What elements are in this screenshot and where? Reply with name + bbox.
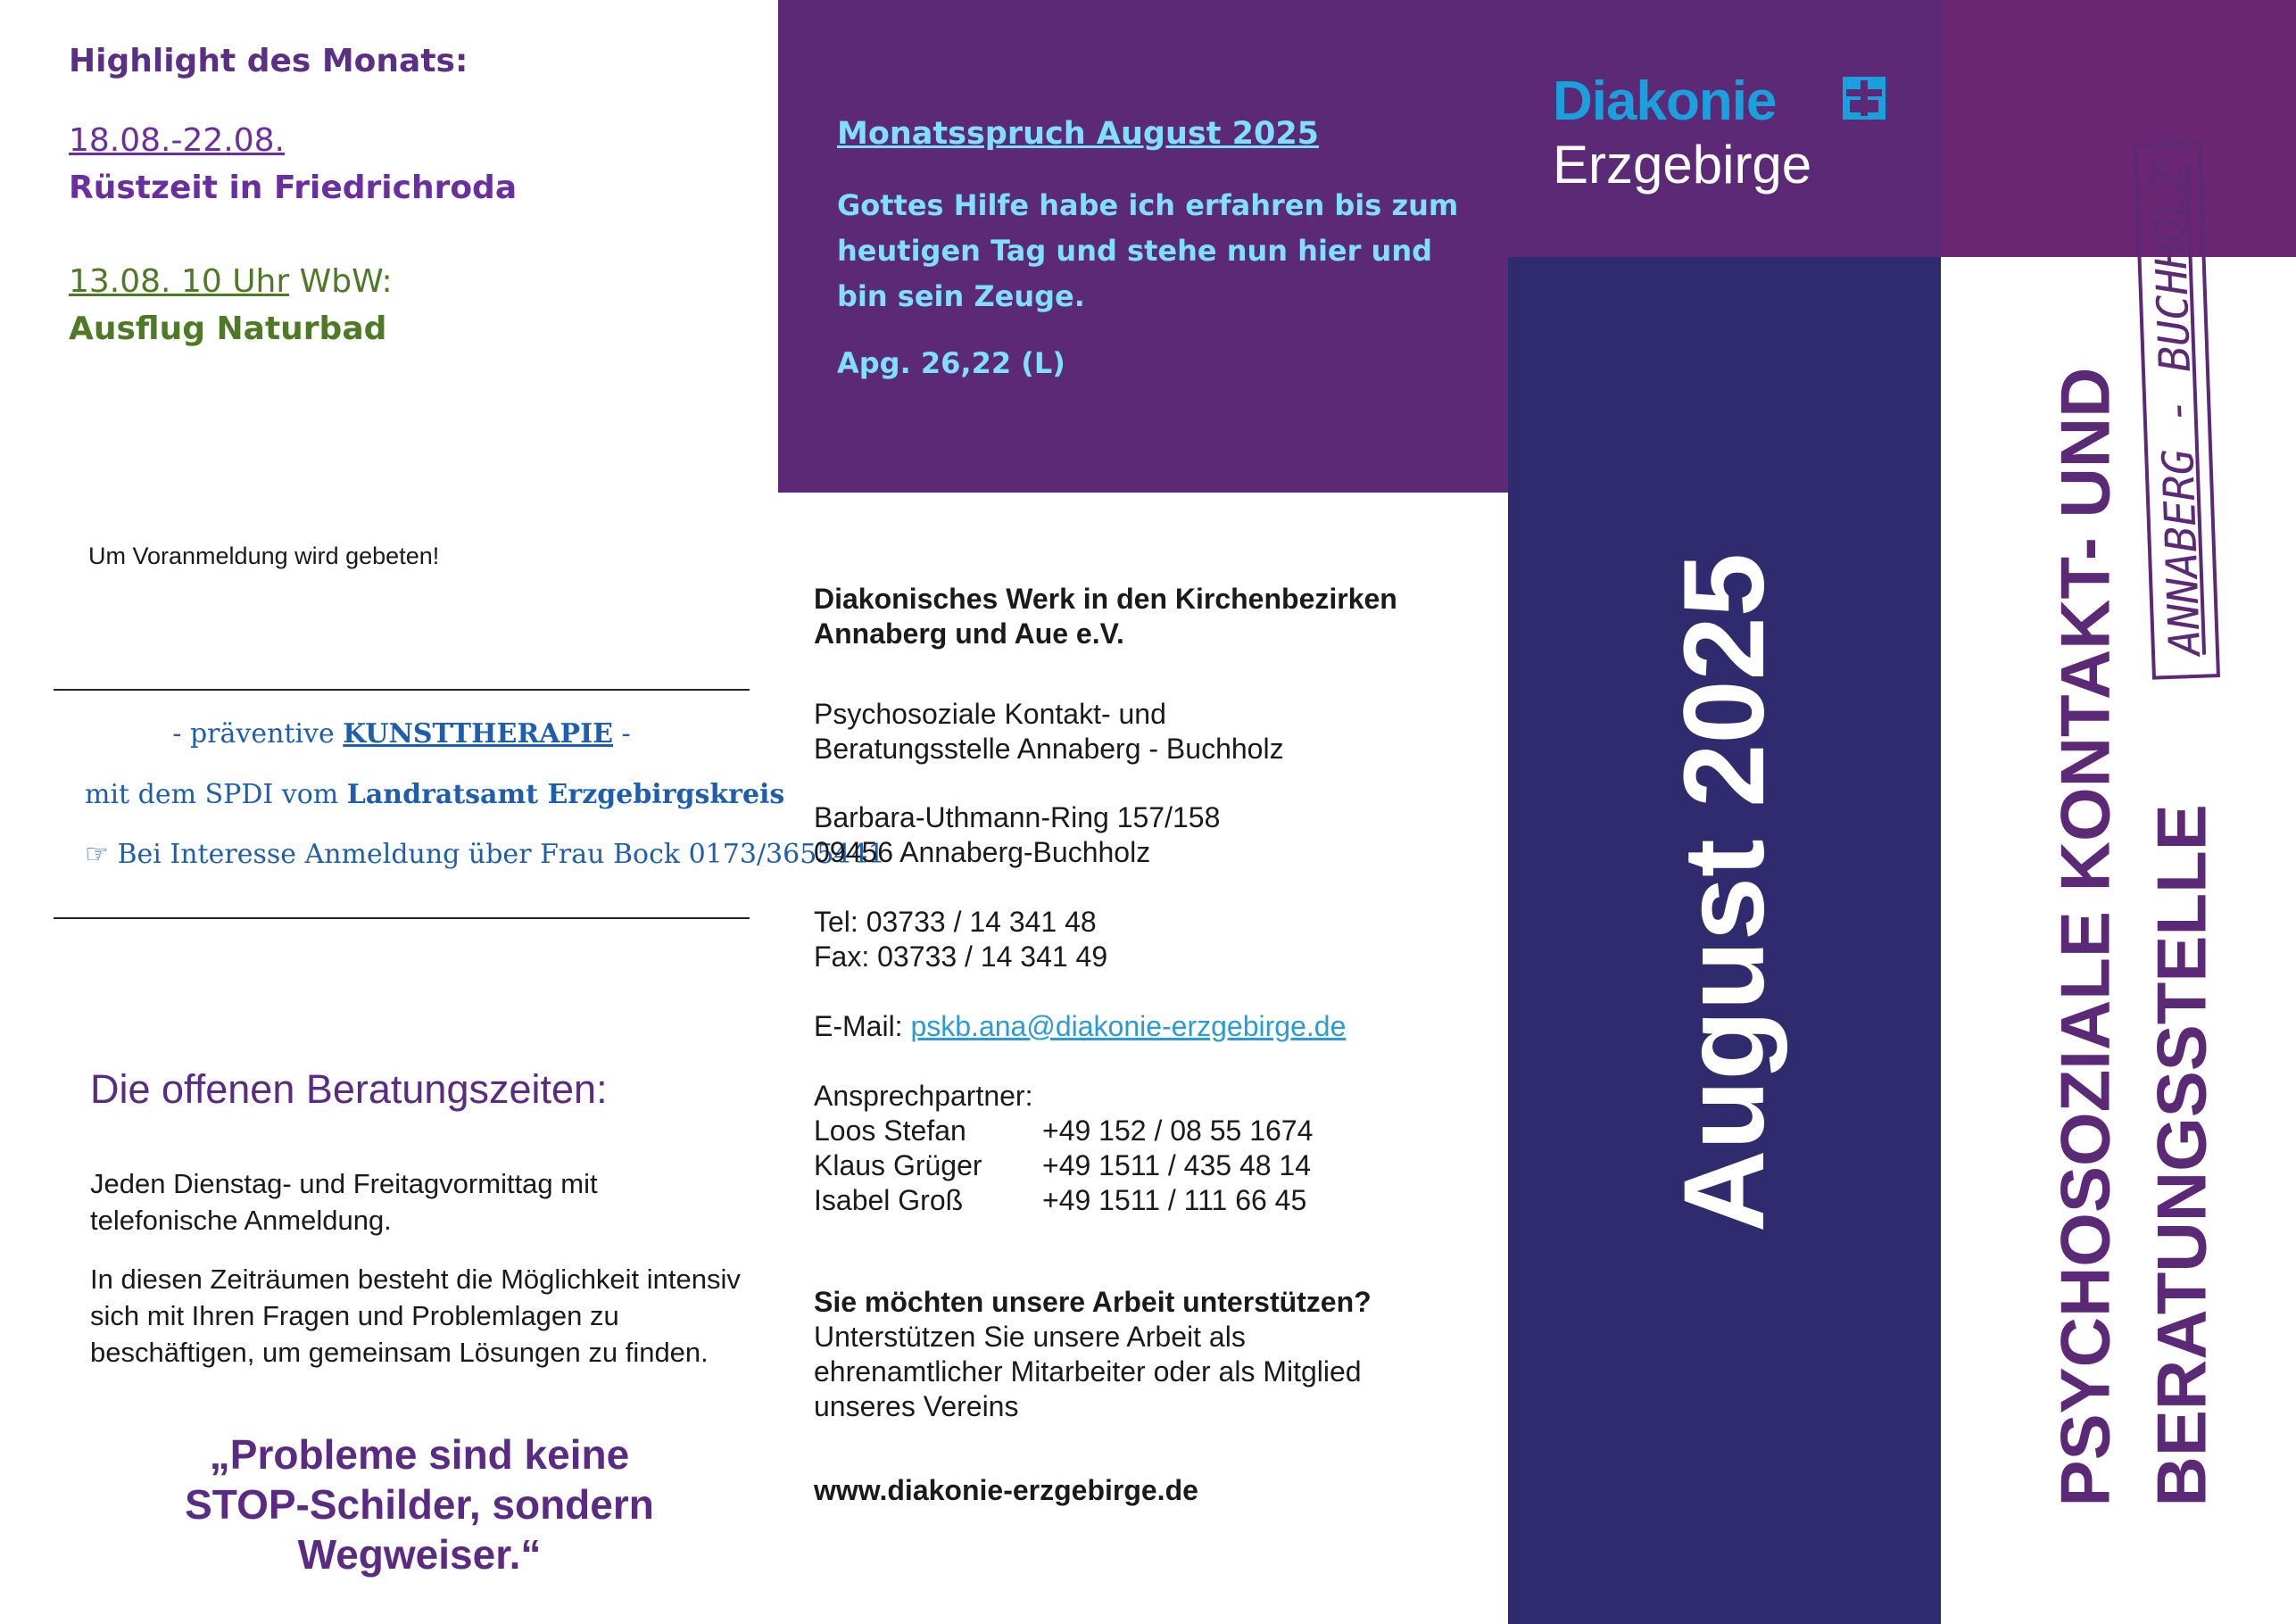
kunsttherapie-line3: [85, 839, 885, 870]
kunst-suffix: -: [613, 718, 631, 750]
contact-person-name: Loos Stefan: [814, 1114, 966, 1147]
contact-person-row: [814, 1148, 1313, 1183]
cover-title-line2: BERATUNGSSTELLE: [2142, 804, 2221, 1507]
pointing-hand-icon: ☞: [85, 839, 109, 870]
support-line1: Unterstützen Sie unsere Arbeit als: [814, 1321, 1246, 1353]
support-question: Sie möchten unsere Arbeit unterstützen?: [814, 1286, 1372, 1318]
support-text: [814, 1320, 1362, 1424]
beratung-paragraph2: In diesen Zeiträumen besteht die Möglichkeit intensiv sich mit Ihren Fragen und Problemlagen zu beschäftigen, um gemeinsam Lösungen zu finden.: [90, 1264, 741, 1368]
quote-line3: Wegweiser.“: [297, 1531, 542, 1578]
email-label: E-Mail:: [814, 1010, 911, 1042]
phone-number: Tel: 03733 / 14 341 48: [814, 906, 1097, 938]
kunst-highlight: KUNSTTHERAPIE: [343, 718, 614, 750]
event1-date: 18.08.-22.08.: [69, 122, 285, 159]
logo-subtitle: Erzgebirge: [1553, 135, 1812, 195]
contact-person-row: [814, 1183, 1313, 1218]
service-line2: Beratungsstelle Annaberg - Buchholz: [814, 733, 1284, 765]
preregistration-note: Um Voranmeldung wird gebeten!: [88, 543, 440, 569]
email-link[interactable]: pskb.ana@diakonie-erzgebirge.de: [910, 1010, 1347, 1042]
contact-person-phone: +49 152 / 08 55 1674: [1042, 1114, 1314, 1147]
diakonie-cross-icon: [1843, 77, 1886, 120]
contact-person-phone: +49 1511 / 111 66 45: [1042, 1184, 1307, 1216]
kunsttherapie-line2: [85, 779, 784, 810]
event2-title: Ausflug Naturbad: [69, 311, 387, 347]
support-line3: unseres Vereins: [814, 1390, 1019, 1422]
quote: [98, 1429, 741, 1579]
email-line: [814, 1009, 1346, 1044]
beratung-paragraph1: Jeden Dienstag- und Freitagvormittag mit telefonische Anmeldung.: [90, 1168, 598, 1236]
website-link[interactable]: www.diakonie-erzgebirge.de: [814, 1474, 1198, 1506]
logo-wordmark: Diakonie: [1553, 70, 1777, 132]
contact-persons-label: Ansprechpartner:: [814, 1080, 1033, 1112]
fax-number: Fax: 03733 / 14 341 49: [814, 940, 1108, 973]
contact-persons: [814, 1079, 1313, 1218]
monatsspruch-text: Gottes Hilfe habe ich erfahren bis zum heutigen Tag und stehe nun hier und bin sein Zeuge.: [837, 188, 1459, 313]
address: [814, 800, 1220, 870]
highlight-title: Highlight des Monats:: [69, 43, 468, 79]
event2-suffix: WbW:: [289, 263, 393, 300]
kunsttherapie-heading: [54, 718, 750, 750]
phone-fax: [814, 905, 1107, 974]
support-line2: ehrenamtlicher Mitarbeiter oder als Mitglied: [814, 1355, 1362, 1388]
organization-name: [814, 582, 1397, 651]
kunst-line2-prefix: mit dem SPDI vom: [85, 779, 347, 810]
beratung-title: Die offenen Beratungszeiten:: [90, 1066, 608, 1112]
address-city: 09456 Annaberg-Buchholz: [814, 836, 1151, 868]
service-line1: Psychosoziale Kontakt- und: [814, 698, 1166, 730]
event2-date: 13.08. 10 Uhr: [69, 263, 290, 300]
kunst-prefix: - präventive: [172, 718, 344, 750]
service-name: [814, 697, 1284, 766]
monatsspruch-title: Monatsspruch August 2025: [837, 116, 1320, 152]
event1-title: Rüstzeit in Friedrichroda: [69, 170, 518, 206]
quote-line1: „Probleme sind keine: [209, 1431, 630, 1478]
month-label-wrap: [1508, 500, 1941, 1285]
org-line1: Diakonisches Werk in den Kirchenbezirken: [814, 583, 1397, 615]
location-stamp: ANNABERG - BUCHHOLZ: [2134, 141, 2221, 679]
monatsspruch-reference: Apg. 26,22 (L): [837, 346, 1065, 380]
quote-line2: STOP-Schilder, sondern: [185, 1481, 654, 1528]
contact-person-phone: +49 1511 / 435 48 14: [1042, 1149, 1312, 1181]
divider-top: [54, 689, 750, 691]
kunst-line2-bold: Landratsamt Erzgebirgskreis: [346, 779, 785, 810]
contact-person-row: [814, 1114, 1313, 1148]
divider-bottom: [54, 917, 750, 919]
address-street: Barbara-Uthmann-Ring 157/158: [814, 801, 1221, 833]
cover-title-line1: PSYCHOSOZIALE KONTAKT- UND: [2045, 367, 2125, 1507]
contact-person-name: Klaus Grüger: [814, 1149, 982, 1181]
month-label: August 2025: [1661, 552, 1788, 1232]
event2-line: [69, 263, 393, 300]
kunst-line3-text: Bei Interesse Anmeldung über Frau Bock 0173/3655441: [117, 839, 885, 870]
org-line2: Annaberg und Aue e.V.: [814, 617, 1124, 650]
contact-person-name: Isabel Groß: [814, 1184, 964, 1216]
location-stamp-wrap: [2106, 134, 2249, 687]
